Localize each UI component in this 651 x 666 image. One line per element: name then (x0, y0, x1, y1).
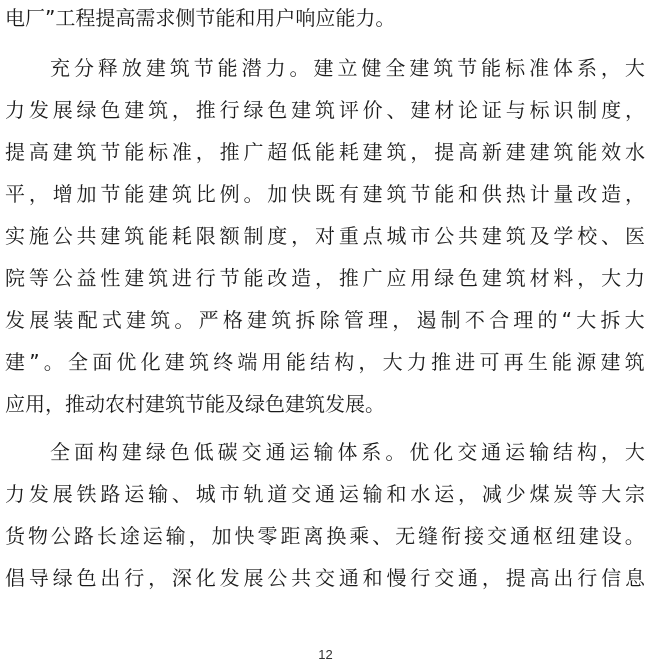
text-line-6: 实 施 公 共 建 筑 能 耗 限 额 制 度 ， 对 重 点 城 市 公 共 建 筑 及 学 校 、 医 (5, 224, 645, 248)
text-line-9: 建 ” 。 全 面 优 化 建 筑 终 端 用 能 结 构 ， 大 力 推 进 可 再 生 能 源 建 筑 (5, 350, 645, 374)
text-line-10: 应用，推动农村建筑节能及绿色建筑发展。 (5, 392, 385, 416)
text-line-4: 提 高 建 筑 节 能 标 准 ， 推 广 超 低 能 耗 建 筑 ， 提 高 新 建 建 筑 能 效 水 (5, 140, 645, 164)
page-number: 12 (318, 647, 333, 662)
text-line-11: 全 面 构 建 绿 色 低 碳 交 通 运 输 体 系 。 优 化 交 通 运 输 结 构 ， 大 (50, 440, 645, 464)
text-line-7: 院 等 公 益 性 建 筑 进 行 节 能 改 造 ， 推 广 应 用 绿 色 建 筑 材 料 ， 大 力 (5, 266, 645, 290)
text-line-2: 充 分 释 放 建 筑 节 能 潜 力 。 建 立 健 全 建 筑 节 能 标 准 体 系 ， 大 (50, 56, 645, 80)
text-line-1: 电厂”工程提高需求侧节能和用户响应能力。 (5, 6, 396, 30)
text-line-3: 力 发 展 绿 色 建 筑 ， 推 行 绿 色 建 筑 评 价 、 建 材 论 证 与 标 识 制 度 ， (5, 98, 645, 122)
text-line-5: 平 ， 增 加 节 能 建 筑 比 例 。 加 快 既 有 建 筑 节 能 和 供 热 计 量 改 造 ， (5, 182, 645, 206)
text-line-8: 发 展 装 配 式 建 筑 。 严 格 建 筑 拆 除 管 理 ， 遏 制 不 合 理 的 “ 大 拆 大 (5, 308, 645, 332)
text-line-12: 力 发 展 铁 路 运 输 、 城 市 轨 道 交 通 运 输 和 水 运 ， 减 少 煤 炭 等 大 宗 (5, 482, 645, 506)
text-line-14: 倡 导 绿 色 出 行 ， 深 化 发 展 公 共 交 通 和 慢 行 交 通 ， 提 高 出 行 信 息 (5, 566, 645, 590)
text-line-13: 货 物 公 路 长 途 运 输 ， 加 快 零 距 离 换 乘 、 无 缝 衔 接 交 通 枢 纽 建 设 。 (5, 524, 645, 548)
